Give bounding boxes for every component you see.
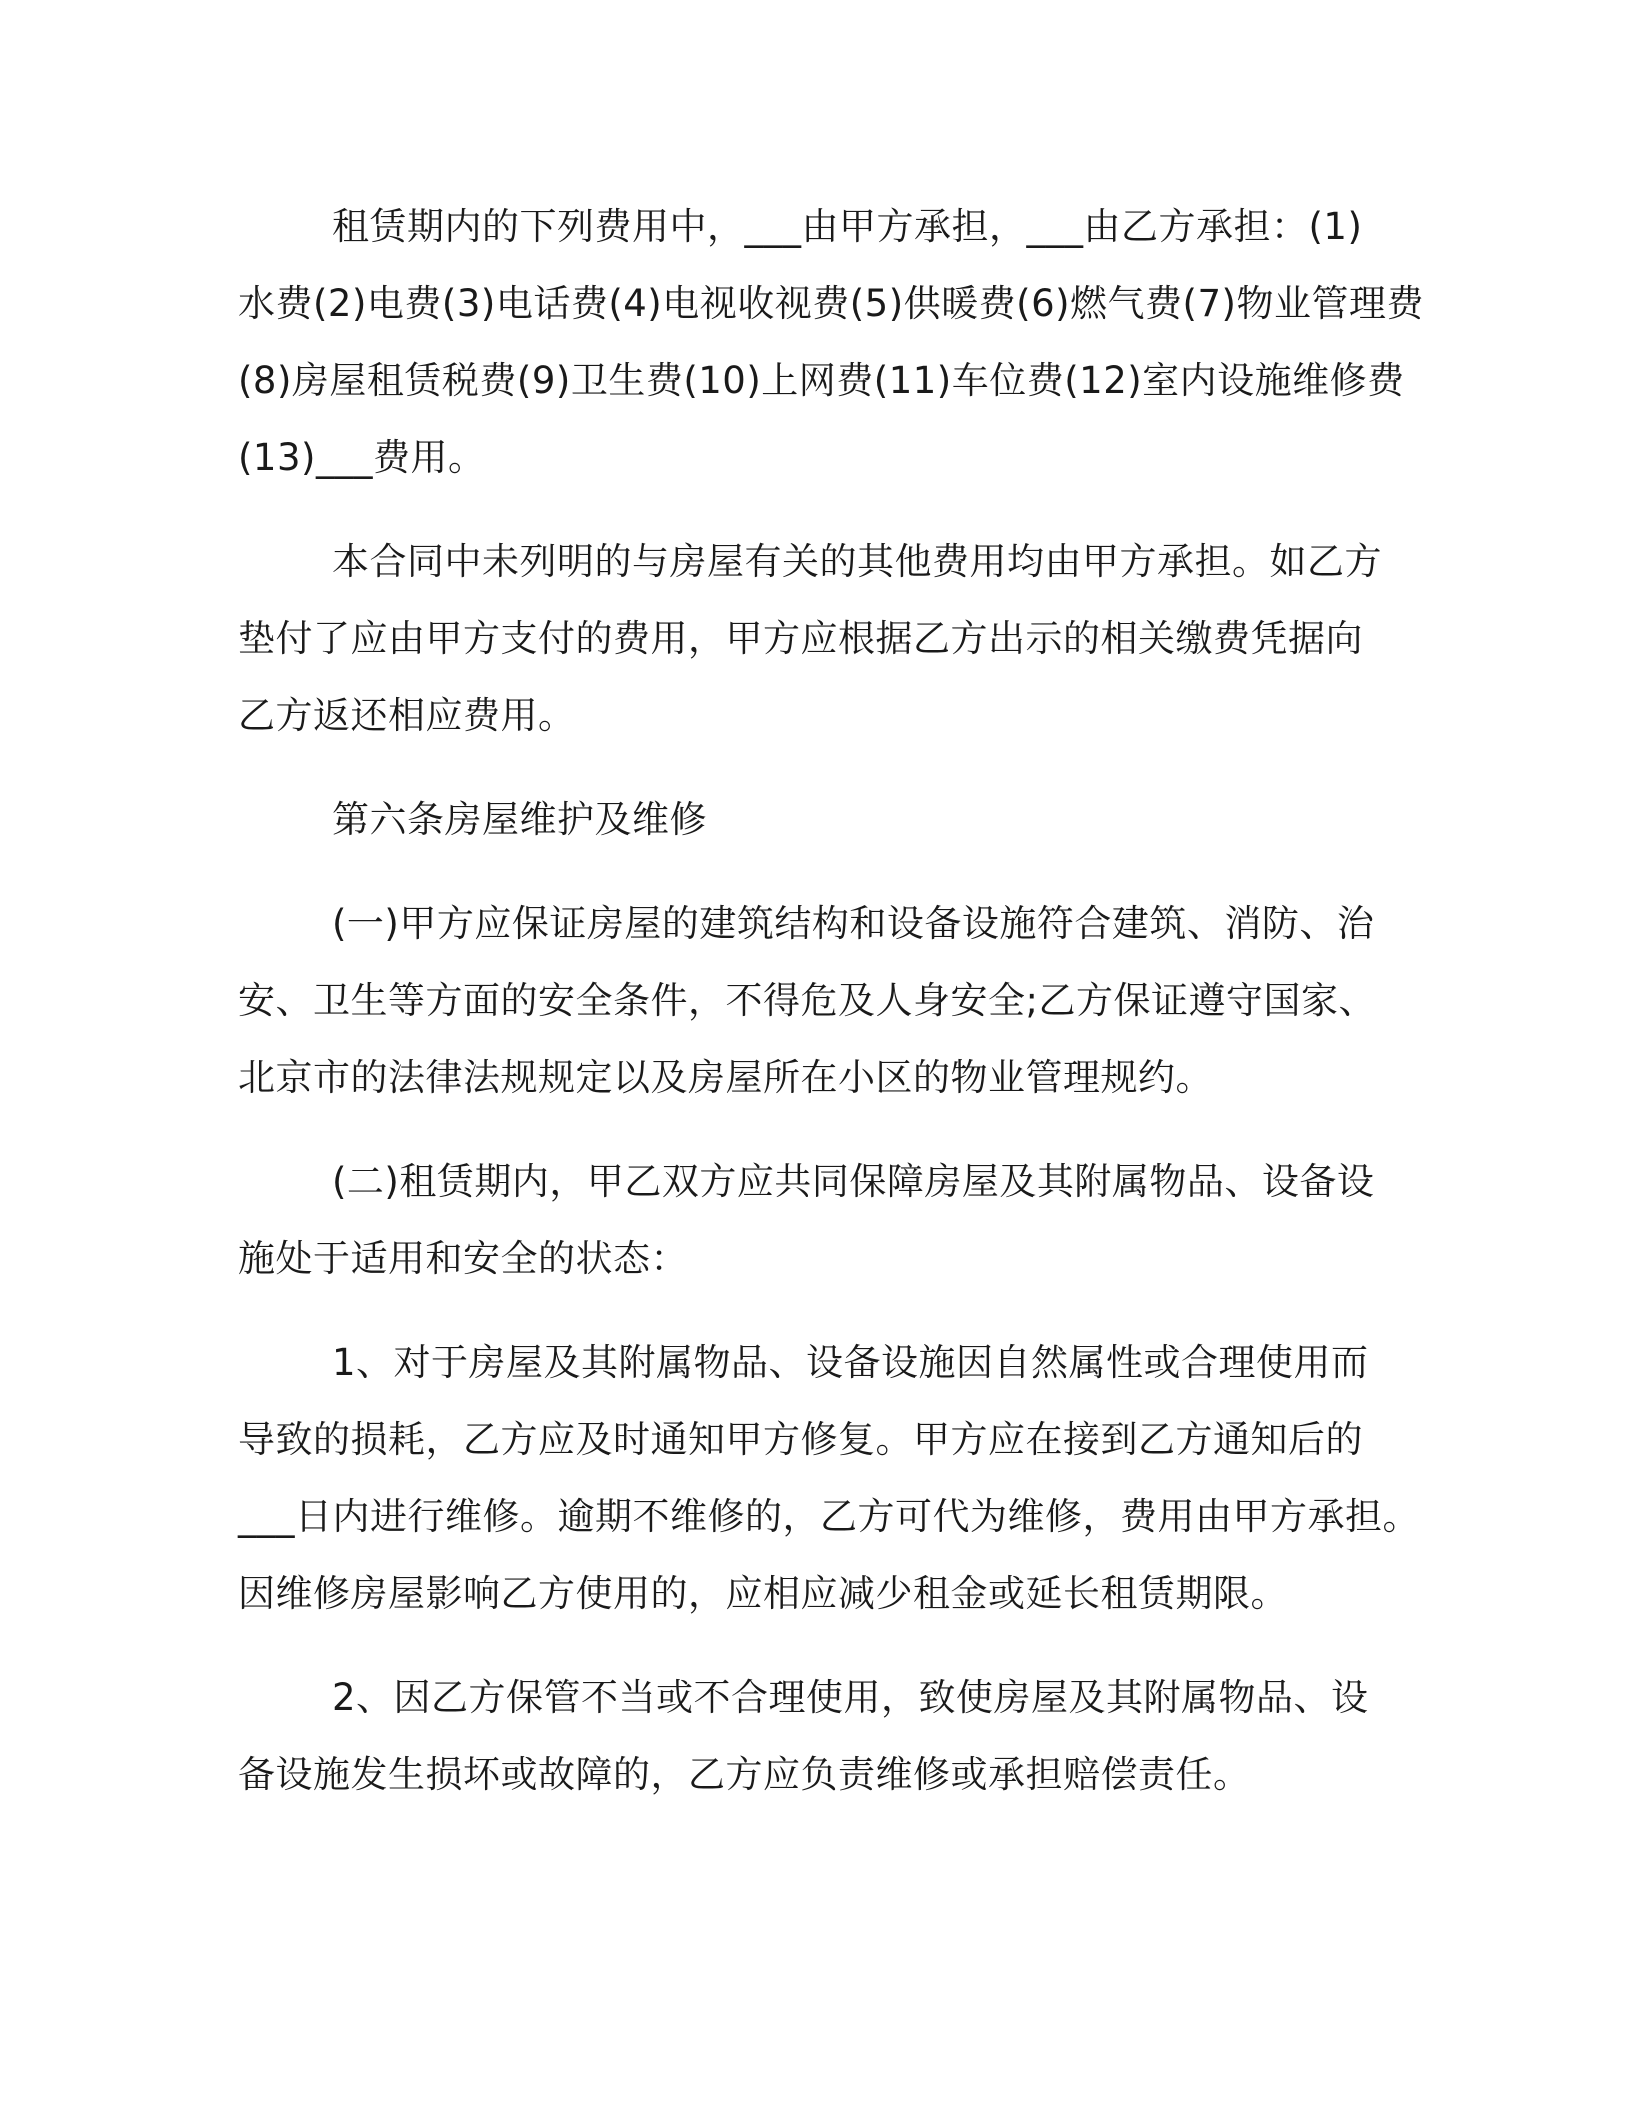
text-line: 因维修房屋影响乙方使用的，应相应减少租金或延长租赁期限。 [238, 1572, 1288, 1615]
text-line: 安、卫生等方面的安全条件，不得危及人身安全;乙方保证遵守国家、 [238, 979, 1376, 1022]
text-line: 本合同中未列明的与房屋有关的其他费用均由甲方承担。如乙方 [332, 540, 1382, 583]
text-line: 垫付了应由甲方支付的费用，甲方应根据乙方出示的相关缴费凭据向 [238, 617, 1363, 660]
paragraph-fees-allocation [238, 188, 1424, 496]
text-line: 北京市的法律法规规定以及房屋所在小区的物业管理规约。 [238, 1056, 1213, 1099]
text-line: 2、因乙方保管不当或不合理使用，致使房屋及其附属物品、设 [332, 1676, 1369, 1719]
paragraph-clause-two [238, 1143, 1410, 1297]
text-line: 乙方返还相应费用。 [238, 694, 576, 737]
document-body [238, 188, 1424, 1840]
text-line: ___日内进行维修。逾期不维修的，乙方可代为维修，费用由甲方承担。 [238, 1495, 1420, 1538]
text-line: 第六条房屋维护及维修 [332, 798, 707, 841]
text-line: 备设施发生损坏或故障的，乙方应负责维修或承担赔偿责任。 [238, 1753, 1251, 1796]
text-line: (8)房屋租赁税费(9)卫生费(10)上网费(11)车位费(12)室内设施维修费 [238, 359, 1405, 402]
text-line: (一)甲方应保证房屋的建筑结构和设备设施符合建筑、消防、治 [332, 902, 1375, 945]
text-line: 1、对于房屋及其附属物品、设备设施因自然属性或合理使用而 [332, 1341, 1369, 1384]
text-line: 水费(2)电费(3)电话费(4)电视收视费(5)供暖费(6)燃气费(7)物业管理费 [238, 282, 1424, 325]
paragraph-item-one [238, 1324, 1420, 1632]
paragraph-other-fees [238, 523, 1410, 754]
text-line: (13)___费用。 [238, 436, 486, 479]
paragraph-item-two [238, 1659, 1410, 1813]
text-line: (二)租赁期内，甲乙双方应共同保障房屋及其附属物品、设备设 [332, 1160, 1375, 1203]
text-line: 租赁期内的下列费用中，___由甲方承担，___由乙方承担：(1) [332, 205, 1363, 248]
text-line: 施处于适用和安全的状态： [238, 1237, 688, 1280]
section-heading-article-six [238, 781, 1410, 858]
paragraph-clause-one [238, 885, 1410, 1116]
text-line: 导致的损耗，乙方应及时通知甲方修复。甲方应在接到乙方通知后的 [238, 1418, 1363, 1461]
